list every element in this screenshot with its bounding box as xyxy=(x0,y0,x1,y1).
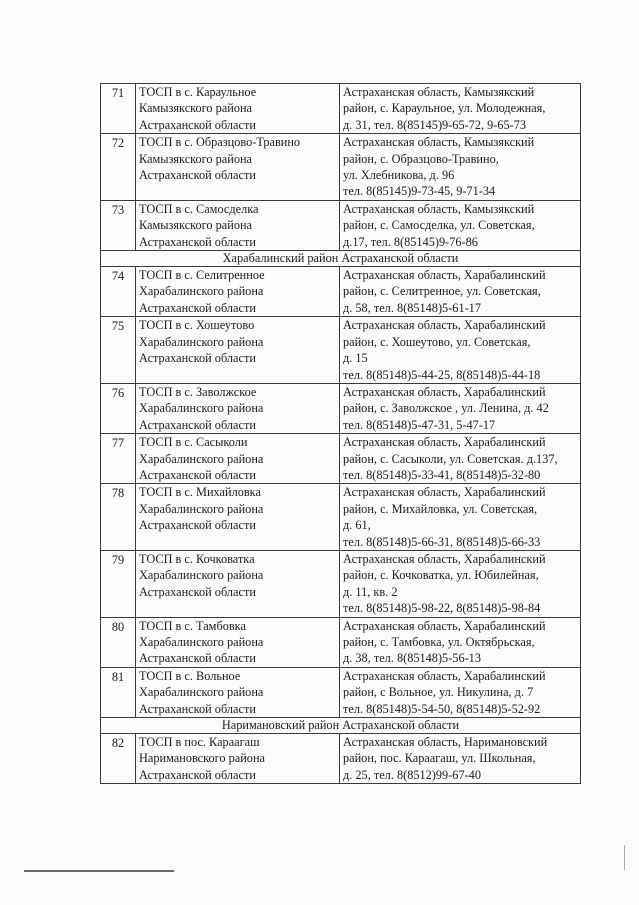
office-address-cell xyxy=(340,267,581,317)
office-name-line: ТОСП в с. Кочковатка xyxy=(139,551,255,566)
office-name-line: Астраханской области xyxy=(139,518,256,533)
row-number: 73 xyxy=(101,200,136,250)
office-address-cell xyxy=(340,617,581,667)
office-address-line: район, с. Михайловка, ул. Советская, xyxy=(343,501,538,516)
offices-table-body xyxy=(101,84,581,784)
office-name-line: Астраханской области xyxy=(139,651,256,666)
office-name-cell xyxy=(136,617,340,667)
office-address-line: тел. 8(85148)5-47-31, 5-47-17 xyxy=(343,417,496,432)
office-address-line: Астраханская область, Харабалинский xyxy=(343,485,546,500)
office-address-line: ул. Хлебникова, д. 96 xyxy=(343,168,455,183)
office-address-line: район, с. Сасыколи, ул. Советская. д.137, xyxy=(343,451,558,466)
office-name-line: Астраханской области xyxy=(139,351,256,366)
office-address-line: Астраханская область, Харабалинский xyxy=(343,668,546,683)
office-address-cell xyxy=(340,434,581,484)
office-name-line: ТОСП в пос. Караагаш xyxy=(139,735,260,750)
office-row xyxy=(101,383,581,433)
row-number: 72 xyxy=(101,134,136,201)
office-address-line: район, с. Селитренное, ул. Советская, xyxy=(343,284,541,299)
office-address-line: тел. 8(85148)5-54-50, 8(85148)5-52-92 xyxy=(343,701,541,716)
office-name-line: Камызякского района xyxy=(139,218,253,233)
office-name-line: Харабалинского района xyxy=(139,685,264,700)
office-address-line: район, с Вольное, ул. Никулина, д. 7 xyxy=(343,685,534,700)
office-name-line: Камызякского района xyxy=(139,101,253,116)
row-number: 78 xyxy=(101,484,136,551)
office-name-line: Наримановского района xyxy=(139,751,265,766)
office-name-line: ТОСП в с. Караульное xyxy=(139,85,257,99)
office-name-cell xyxy=(136,550,340,617)
office-name-line: Астраханской области xyxy=(139,417,256,432)
office-address-line: Астраханская область, Камызякский xyxy=(343,85,535,99)
office-name-line: Камызякского района xyxy=(139,151,253,166)
office-row xyxy=(101,434,581,484)
office-address-line: тел. 8(85148)5-66-31, 8(85148)5-66-33 xyxy=(343,534,541,549)
office-address-cell xyxy=(340,317,581,384)
office-name-line: Астраханской области xyxy=(139,168,256,183)
office-row xyxy=(101,317,581,384)
office-address-line: район, с. Хошеутово, ул. Советская, xyxy=(343,334,531,349)
row-number: 77 xyxy=(101,434,136,484)
office-name-cell xyxy=(136,267,340,317)
office-name-line: ТОСП в с. Самосделка xyxy=(139,201,259,216)
office-name-line: Астраханской области xyxy=(139,767,256,782)
office-name-line: ТОСП в с. Михайловка xyxy=(139,485,261,500)
office-address-cell xyxy=(340,383,581,433)
office-address-line: Астраханская область, Камызякский xyxy=(343,201,535,216)
row-number: 71 xyxy=(101,84,136,134)
district-title: Харабалинский район Астраханской области xyxy=(101,251,581,267)
office-address-line: д.17, тел. 8(85145)9-76-86 xyxy=(343,234,478,249)
office-name-cell xyxy=(136,84,340,134)
office-address-line: район, с. Тамбовка, ул. Октябрьская, xyxy=(343,635,535,649)
office-row xyxy=(101,267,581,317)
office-address-line: д. 25, тел. 8(8512)99-67-40 xyxy=(343,767,481,782)
office-address-line: д. 31, тел. 8(85145)9-65-72, 9-65-73 xyxy=(343,117,527,132)
office-name-cell xyxy=(136,134,340,201)
office-name-line: ТОСП в с. Селитренное xyxy=(139,268,265,283)
office-name-line: Харабалинского района xyxy=(139,635,264,649)
office-address-line: район, пос. Караагаш, ул. Школьная, xyxy=(343,751,536,766)
office-address-line: район, с. Кочковатка, ул. Юбилейная, xyxy=(343,568,539,583)
office-address-cell xyxy=(340,84,581,134)
row-number: 74 xyxy=(101,267,136,317)
office-name-line: ТОСП в с. Заволжское xyxy=(139,384,257,399)
office-row xyxy=(101,84,581,134)
scan-artifact-tick xyxy=(624,845,625,870)
office-address-line: Астраханская область, Камызякский xyxy=(343,135,535,150)
office-address-line: д. 61, xyxy=(343,518,371,533)
office-row xyxy=(101,734,581,784)
office-name-cell xyxy=(136,734,340,784)
office-name-cell xyxy=(136,383,340,433)
office-address-line: д. 15 xyxy=(343,351,368,366)
office-address-line: район, с. Караульное, ул. Молодежная, xyxy=(343,101,546,116)
office-name-line: ТОСП в с. Сасыколи xyxy=(139,435,248,450)
office-address-cell xyxy=(340,734,581,784)
office-address-line: Астраханская область, Харабалинский xyxy=(343,618,546,633)
district-header-row xyxy=(101,251,581,267)
office-name-line: Харабалинского района xyxy=(139,334,264,349)
scan-artifact-line xyxy=(24,870,174,872)
row-number: 81 xyxy=(101,667,136,717)
office-name-line: ТОСП в с. Тамбовка xyxy=(139,618,246,633)
office-name-line: ТОСП в с. Вольное xyxy=(139,668,241,683)
office-name-line: ТОСП в с. Образцово-Травино xyxy=(139,135,301,150)
office-name-cell xyxy=(136,200,340,250)
office-name-line: ТОСП в с. Хошеутово xyxy=(139,318,255,333)
office-name-line: Харабалинского района xyxy=(139,284,264,299)
office-name-cell xyxy=(136,667,340,717)
office-name-line: Астраханской области xyxy=(139,300,256,315)
office-address-line: Астраханская область, Харабалинский xyxy=(343,268,546,283)
office-address-line: тел. 8(85148)5-33-41, 8(85148)5-32-80 xyxy=(343,467,541,482)
district-title: Наримановский район Астраханской области xyxy=(101,718,581,734)
office-address-line: д. 38, тел. 8(85148)5-56-13 xyxy=(343,651,481,666)
offices-table xyxy=(100,83,581,784)
office-address-line: д. 11, кв. 2 xyxy=(343,584,398,599)
office-address-line: район, с. Образцово-Травино, xyxy=(343,151,499,166)
office-address-line: Астраханская область, Харабалинский xyxy=(343,384,546,399)
row-number: 80 xyxy=(101,617,136,667)
office-row xyxy=(101,667,581,717)
office-address-line: Астраханская область, Харабалинский xyxy=(343,551,546,566)
office-address-cell xyxy=(340,200,581,250)
district-header-row xyxy=(101,718,581,734)
office-address-line: район, с. Самосделка, ул. Советская, xyxy=(343,218,535,233)
office-address-line: Астраханская область, Харабалинский xyxy=(343,318,546,333)
office-name-line: Астраханской области xyxy=(139,701,256,716)
office-address-cell xyxy=(340,550,581,617)
office-address-line: д. 58, тел. 8(85148)5-61-17 xyxy=(343,300,481,315)
office-name-line: Астраханской области xyxy=(139,584,256,599)
office-row xyxy=(101,550,581,617)
office-address-line: район, с. Заволжское , ул. Ленина, д. 42 xyxy=(343,401,549,416)
office-name-cell xyxy=(136,434,340,484)
office-row xyxy=(101,484,581,551)
office-name-line: Харабалинского района xyxy=(139,401,264,416)
office-row xyxy=(101,200,581,250)
office-address-line: тел. 8(85148)5-98-22, 8(85148)5-98-84 xyxy=(343,601,541,616)
row-number: 75 xyxy=(101,317,136,384)
office-address-cell xyxy=(340,667,581,717)
office-address-line: Астраханская область, Наримановский xyxy=(343,735,548,750)
office-address-cell xyxy=(340,484,581,551)
office-address-line: тел. 8(85148)5-44-25, 8(85148)5-44-18 xyxy=(343,367,541,382)
office-name-line: Астраханской области xyxy=(139,467,256,482)
office-name-line: Харабалинского района xyxy=(139,568,264,583)
office-address-line: тел. 8(85145)9-73-45, 9-71-34 xyxy=(343,184,496,199)
office-address-line: Астраханская область, Харабалинский xyxy=(343,435,546,450)
office-name-line: Харабалинского района xyxy=(139,451,264,466)
office-name-line: Астраханской области xyxy=(139,117,256,132)
office-name-line: Харабалинского района xyxy=(139,501,264,516)
row-number: 82 xyxy=(101,734,136,784)
row-number: 76 xyxy=(101,383,136,433)
office-name-line: Астраханской области xyxy=(139,234,256,249)
office-name-cell xyxy=(136,317,340,384)
office-row xyxy=(101,617,581,667)
office-name-cell xyxy=(136,484,340,551)
office-row xyxy=(101,134,581,201)
office-address-cell xyxy=(340,134,581,201)
row-number: 79 xyxy=(101,550,136,617)
